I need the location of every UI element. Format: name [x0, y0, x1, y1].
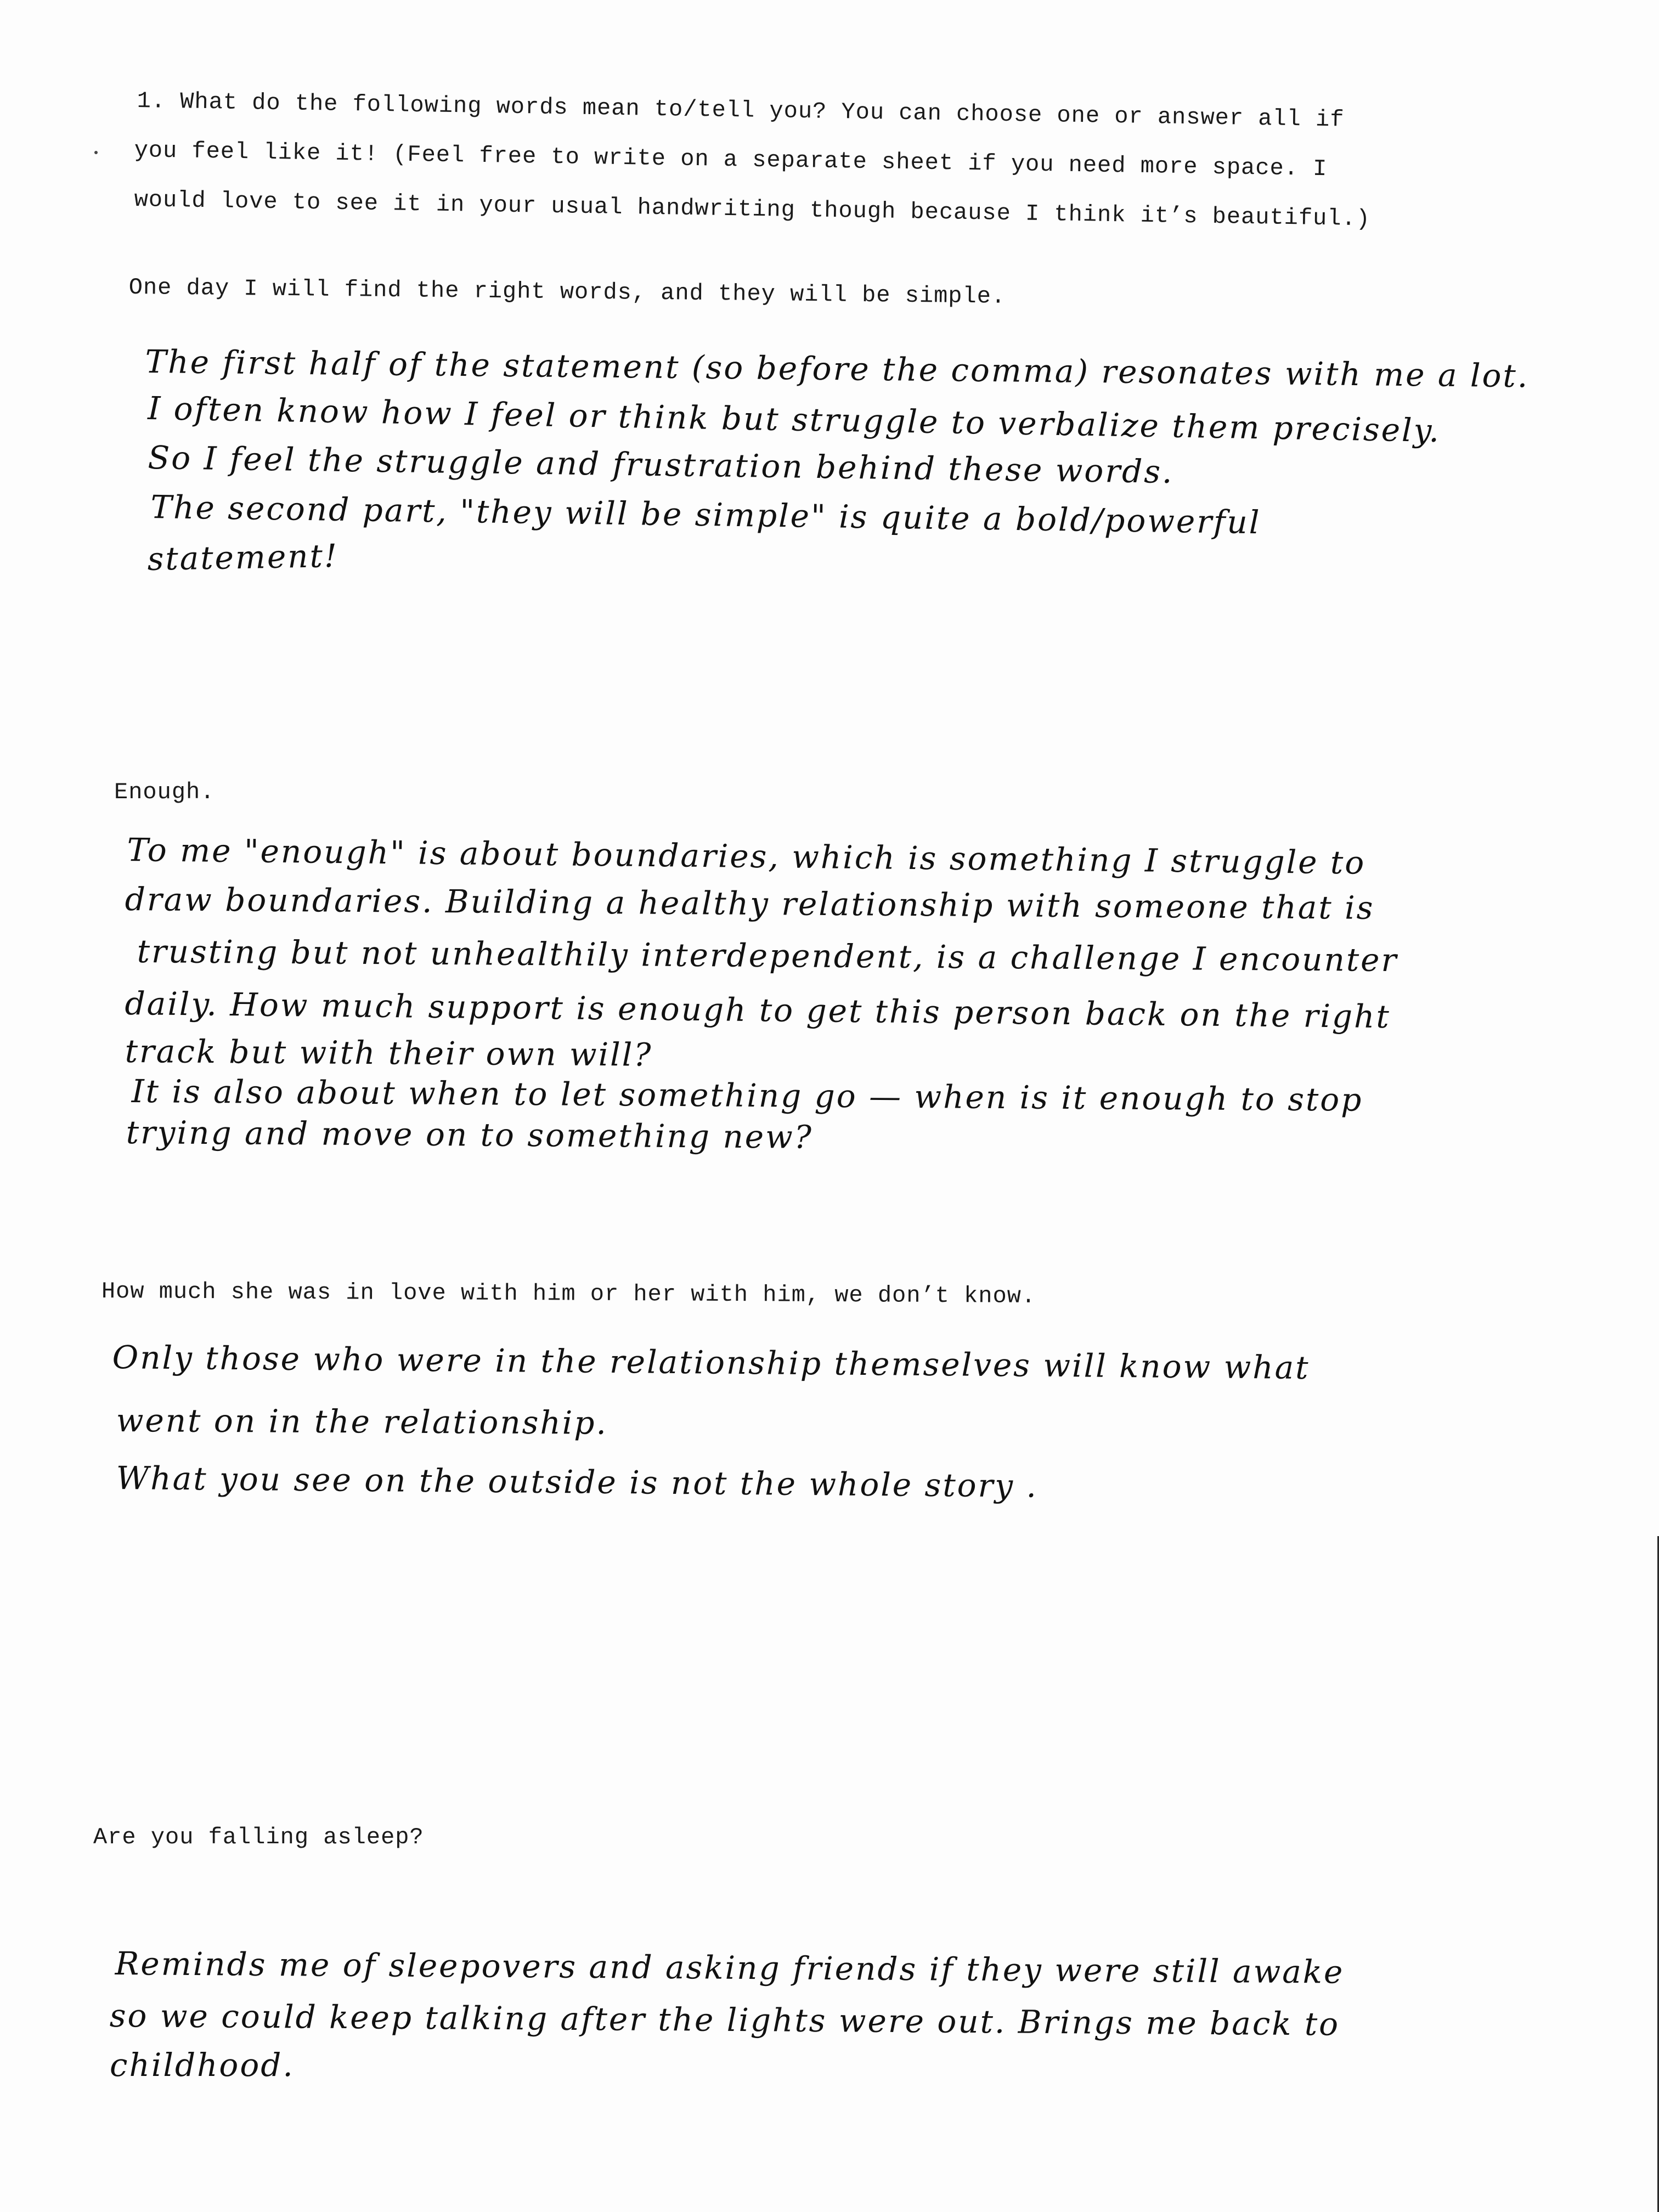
answer-line: trying and move on to something new? [126, 1114, 814, 1156]
answer-line: It is also about when to let something go — when is it enough to stop [131, 1073, 1363, 1119]
answer-line: draw boundaries. Building a healthy relationship with someone that is [125, 881, 1375, 927]
prompt-right-words: One day I will find the right words, and they will be simple. [128, 274, 1006, 310]
answer-line: went on in the relationship. [116, 1402, 608, 1442]
answer-line: daily. How much support is enough to get this person back on the right [125, 985, 1391, 1036]
prompt-falling-asleep: Are you falling asleep? [93, 1824, 424, 1850]
answer-line: To me "enough" is about boundaries, which is something I struggle to [127, 831, 1366, 882]
answer-line: Reminds me of sleepovers and asking friends if they were still awake [115, 1945, 1345, 1991]
answer-line: Only those who were in the relationship themselves will know what [112, 1339, 1310, 1387]
intro-line-2: you feel like it! (Feel free to write on a separate sheet if you need more space. I [134, 137, 1328, 183]
answer-line: What you see on the outside is not the whole story . [116, 1459, 1039, 1505]
answer-line: The second part, "they will be simple" is quite a bold/powerful [150, 488, 1261, 541]
intro-line-1: 1. What do the following words mean to/tell you? You can choose one or answer all if [137, 88, 1345, 133]
answer-line: So I feel the struggle and frustration behind these words. [148, 439, 1174, 491]
answer-line: track but with their own will? [125, 1032, 653, 1074]
answer-line: The first half of the statement (so before the comma) resonates with me a lot. [145, 343, 1530, 395]
prompt-enough: Enough. [114, 779, 215, 805]
answer-line: childhood. [110, 2046, 295, 2084]
answer-line: so we could keep talking after the lights were out. Brings me back to [109, 1997, 1340, 2043]
answer-line: I often know how I feel or think but struggle to verbalize them precisely. [147, 390, 1441, 450]
scan-speck [94, 151, 98, 154]
prompt-in-love: How much she was in love with him or her with him, we don’t know. [101, 1278, 1036, 1310]
answer-line: statement! [147, 537, 339, 578]
intro-line-3: would love to see it in your usual handwriting though because I think it’s beautiful.) [134, 187, 1371, 233]
answer-line: trusting but not unhealthily interdependent, is a challenge I encounter [137, 933, 1398, 979]
